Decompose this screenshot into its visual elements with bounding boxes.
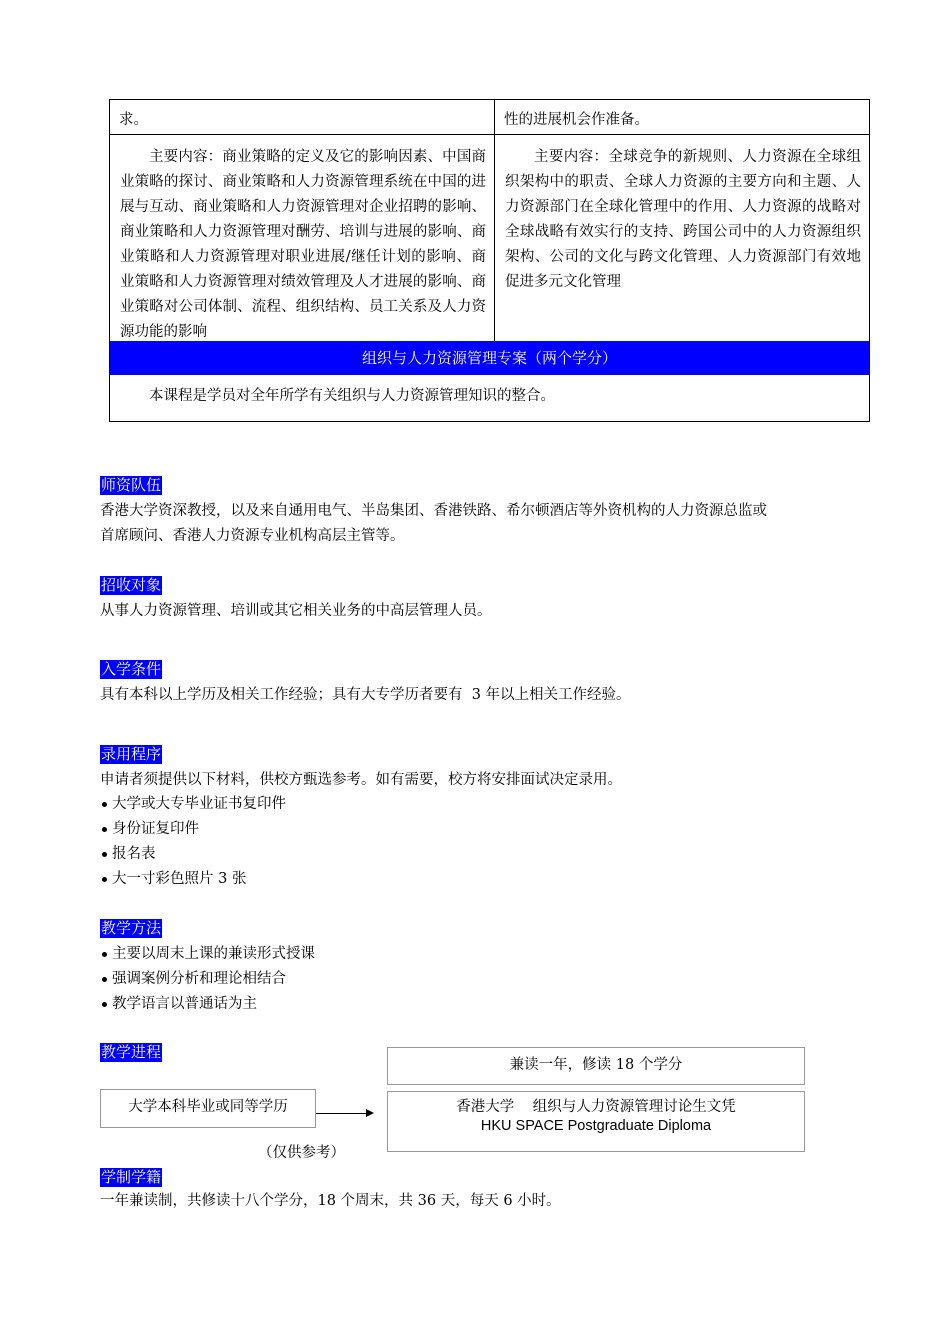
section-title-target: 招收对象 (101, 576, 162, 594)
list-item: 教学语言以普通话为主 (100, 992, 315, 1017)
faculty-line: 香港大学资深教授，以及来自通用电气、半岛集团、香港铁路、希尔顿酒店等外资机构的人力资源总监或 (100, 503, 767, 519)
course-summary: 本课程是学员对全年所学有关组织与人力资源管理知识的整合。 (149, 388, 555, 404)
diploma-box (387, 1091, 805, 1152)
list-item: 强调案例分析和理论相结合 (100, 967, 315, 992)
list-item: 报名表 (100, 842, 286, 867)
list-item: 身份证复印件 (100, 817, 286, 842)
table-cell-left: 求。 (110, 100, 495, 134)
bullet-icon (102, 877, 107, 882)
course-header: 组织与人力资源管理专案（两个学分） (110, 341, 869, 375)
bullet-icon (102, 1002, 107, 1007)
bullet-icon (102, 827, 107, 832)
arrow-right-icon (366, 1109, 374, 1117)
target-text: 从事人力资源管理、培训或其它相关业务的中高层管理人员。 (100, 603, 492, 619)
section-title-admission: 入学条件 (101, 660, 162, 678)
faculty-text (100, 499, 860, 549)
system-text: 一年兼读制，共修读十八个学分，18 个周末，共 36 天，每天 6 小时。 (100, 1193, 561, 1209)
bullet-icon (102, 952, 107, 957)
bullet-icon (102, 852, 107, 857)
diploma-cn: 香港大学 组织与人力资源管理讨论生文凭 (456, 1099, 736, 1115)
reference-note: （仅供参考） (258, 1145, 345, 1161)
table-cell-right: 性的进展机会作准备。 (504, 112, 649, 128)
procedure-intro: 申请者须提供以下材料，供校方甄选参考。如有需要，校方将安排面试决定录用。 (100, 772, 622, 788)
course-content-right: 主要内容：全球竞争的新规则、人力资源在全球组织架构中的职责、全球人力资源的主要方向和主题、人力资源部门在全球化管理中的作用、人力资源的战略对全球战略有效实行的支持、跨国公司中的人力资源组织架构、公司的文化与跨文化管理、人力资源部门有效地促进多元文化管理 (505, 149, 861, 290)
duration-text: 兼读一年，修读 18 个学分 (509, 1057, 683, 1073)
section-title-procedure: 录用程序 (101, 745, 162, 763)
arrow-line (316, 1113, 368, 1114)
faculty-line: 首席顾问、香港人力资源专业机构高层主管等。 (100, 528, 405, 544)
start-text: 大学本科毕业或同等学历 (128, 1099, 288, 1115)
list-item: 大学或大专毕业证书复印件 (100, 792, 286, 817)
bullet-icon (102, 802, 107, 807)
section-title-teaching-method: 教学方法 (101, 919, 162, 937)
admission-text: 具有本科以上学历及相关工作经验；具有大专学历者要有 3 年以上相关工作经验。 (100, 687, 631, 703)
table-row (110, 134, 869, 341)
section-title-progress: 教学进程 (101, 1043, 162, 1061)
list-item: 主要以周末上课的兼读形式授课 (100, 942, 315, 967)
list-item: 大一寸彩色照片 3 张 (100, 867, 286, 892)
diploma-en: HKU SPACE Postgraduate Diploma (480, 1118, 712, 1134)
section-title-faculty: 师资队伍 (101, 476, 162, 494)
duration-box (387, 1047, 805, 1085)
bullet-icon (102, 977, 107, 982)
start-box (100, 1089, 316, 1128)
table-row (110, 100, 869, 135)
teaching-method-list (100, 942, 315, 1017)
section-title-system: 学制学籍 (101, 1168, 162, 1186)
procedure-list (100, 792, 286, 892)
course-table (109, 99, 870, 422)
course-content-left: 主要内容：商业策略的定义及它的影响因素、中国商业策略的探讨、商业策略和人力资源管理系统在中国的进展与互动、商业策略和人力资源管理对企业招聘的影响、商业策略和人力资源管理对酬劳、培训与进展的影响、商业策略和人力资源管理对职业进展/继任计划的影响、商业策略和人力资源管理对绩效管理及人才进展的影响、商业策略对公司体制、流程、组织结构、员工关系及人力资源功能的影响 (110, 134, 495, 341)
